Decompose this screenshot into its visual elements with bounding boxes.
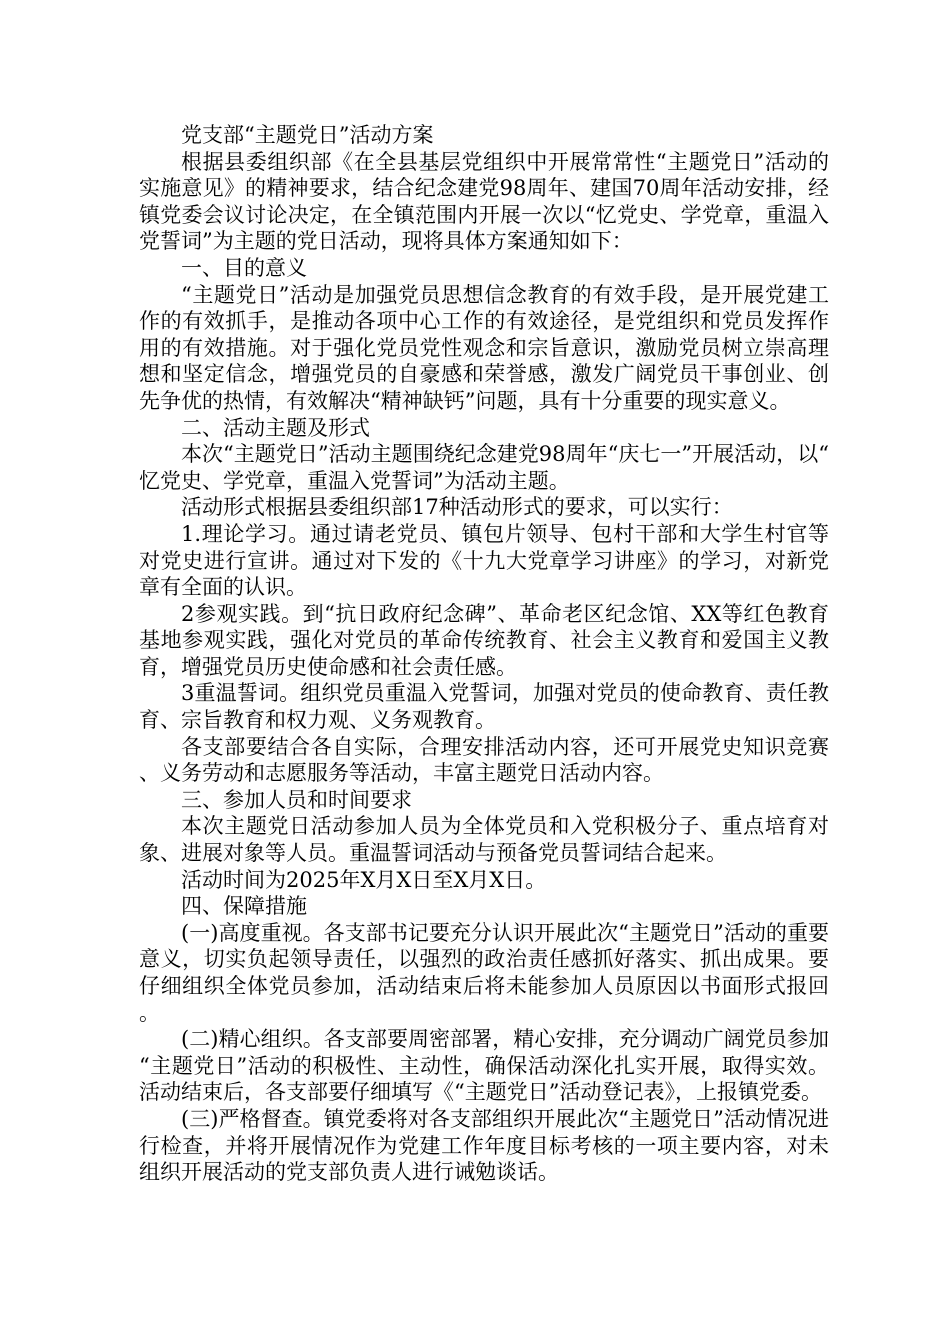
- time-paragraph: 活动时间为2025年X月X日至X月X日。: [181, 867, 547, 892]
- form-item-visit-practice: 2参观实践。到“抗日政府纪念碑”、革命老区纪念馆、XX等红色教育基地参观实践，强化对党员的革命传统教育、社会主义教育和爱国主义教育，增强党员历史使命感和社会责任感。: [139, 601, 829, 679]
- section-heading-purpose: 一、目的意义: [181, 255, 307, 280]
- purpose-paragraph: “主题党日”活动是加强党员思想信念教育的有效手段，是开展党建工作的有效抓手，是推动各项中心工作的有效途径，是党组织和党员发挥作用的有效措施。对于强化党员党性观念和宗旨意识，激励党员树立崇高理想和坚定信念，增强党员的自豪感和荣誉感，激发广阔党员干事创业、创先争优的热情，有效解决“精神缺钙”问题，具有十分重要的现实意义。: [139, 282, 829, 413]
- measure-item-attention: (一)高度重视。各支部书记要充分认识开展此次“主题党日”活动的重要意义，切实负起领导责任，以强烈的政治责任感抓好落实、抓出成果。要仔细组织全体党员参加，活动结束后将未能参加人员原因以书面形式报回。: [139, 920, 829, 1025]
- theme-paragraph: 本次“主题党日”活动主题围绕纪念建党98周年“庆七一”开展活动，以“忆党史、学党章，重温入党誓词”为活动主题。: [139, 442, 829, 493]
- participants-paragraph: 本次主题党日活动参加人员为全体党员和入党积极分子、重点培育对象、进展对象等人员。重温誓词活动与预备党员誓词结合起来。: [139, 814, 829, 866]
- measure-item-supervision: (三)严格督查。镇党委将对各支部组织开展此次“主题党日”活动情况进行检查，并将开展情况作为党建工作年度目标考核的一项主要内容，对未组织开展活动的党支部负责人进行诫勉谈话。: [139, 1106, 829, 1185]
- document-title: 党支部“主题党日”活动方案: [181, 123, 434, 147]
- section-heading-measures: 四、保障措施: [181, 894, 307, 919]
- form-item-oath-review: 3重温誓词。组织党员重温入党誓词，加强对党员的使命教育、责任教育、宗旨教育和权力观、义务观教育。: [139, 681, 829, 733]
- intro-paragraph: 根据县委组织部《在全县基层党组织中开展常常性“主题党日”活动的实施意见》的精神要求，结合纪念建党98周年、建国70周年活动安排，经镇党委会议讨论决定，在全镇范围内开展一次以“忆党史、学党章，重温入党誓词”为主题的党日活动，现将具体方案通知如下：: [139, 149, 829, 254]
- section-heading-theme: 二、活动主题及形式: [181, 415, 370, 440]
- form-item-theory-study: 1.理论学习。通过请老党员、镇包片领导、包村干部和大学生村官等对党史进行宣讲。通过对下发的《十九大党章学习讲座》的学习，对新党章有全面的认识。: [139, 521, 829, 600]
- measure-item-organization: (二)精心组织。各支部要周密部署，精心安排，充分调动广阔党员参加“主题党日”活动的积极性、主动性，确保活动深化扎实开展，取得实效。活动结束后，各支部要仔细填写《“主题党日”活动登记表》，上报镇党委。: [139, 1027, 829, 1105]
- branch-arrangement-paragraph: 各支部要结合各自实际，合理安排活动内容，还可开展党史知识竞赛、义务劳动和志愿服务等活动，丰富主题党日活动内容。: [139, 734, 829, 786]
- forms-intro-paragraph: 活动形式根据县委组织部17种活动形式的要求，可以实行：: [181, 495, 733, 520]
- document-body: [139, 122, 829, 1186]
- section-heading-participants: 三、参加人员和时间要求: [181, 787, 412, 812]
